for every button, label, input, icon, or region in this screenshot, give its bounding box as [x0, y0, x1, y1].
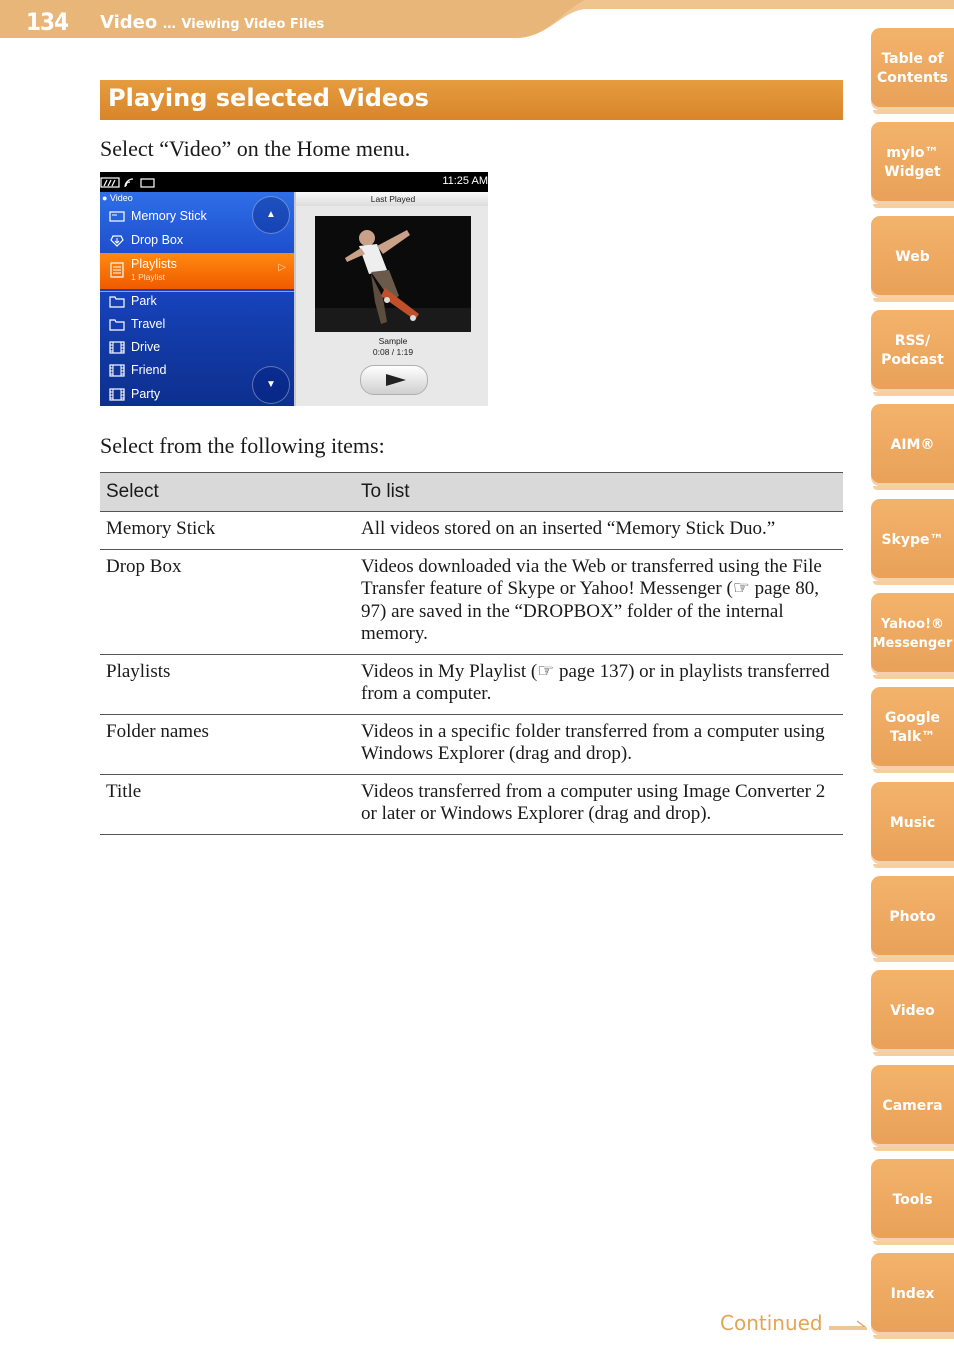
chevron-right-icon: ▷ [278, 262, 286, 273]
table-row [100, 654, 843, 714]
menu-item-label: Drive [131, 340, 161, 354]
column-header-select: Select [100, 473, 355, 512]
tab-table-of-contents[interactable] [871, 28, 954, 110]
film-icon [109, 341, 125, 354]
tab-web[interactable] [871, 216, 954, 298]
table-cell-select: Drop Box [100, 549, 355, 654]
tab-label: Camera [882, 1097, 943, 1114]
video-thumbnail[interactable] [315, 216, 471, 332]
folder-icon [109, 318, 125, 331]
folder-icon [109, 295, 125, 308]
table-header-row [100, 473, 843, 512]
tab-rss-podcast[interactable] [871, 310, 954, 392]
menu-item-label: Drop Box [131, 233, 184, 247]
tab-label: Index [890, 1285, 935, 1302]
film-icon [109, 388, 125, 401]
scroll-down-button[interactable]: ▼ [252, 366, 290, 404]
screen-breadcrumb: ● Video [102, 193, 133, 203]
tab-label: Google Talk™ [884, 710, 941, 745]
table-cell-description: Videos transferred from a computer using Image Converter 2 or later or Windows Explorer (drag and drop). [355, 774, 843, 834]
table-row [100, 774, 843, 834]
tab-label: RSS/ Podcast [881, 333, 944, 368]
column-header-to-list: To list [355, 473, 843, 512]
menu-item-park[interactable] [100, 290, 294, 313]
tab-label: AIM® [890, 436, 935, 453]
tab-yahoo-messenger[interactable] [871, 593, 954, 675]
menu-item-label: Travel [131, 317, 166, 331]
tab-label: mylo™ Widget [884, 145, 941, 180]
table-cell-select: Title [100, 774, 355, 834]
breadcrumb-separator: … [162, 17, 176, 32]
tab-label: Yahoo!® Messenger [872, 617, 953, 651]
tab-skype[interactable] [871, 499, 954, 581]
table-cell-select: Playlists [100, 654, 355, 714]
status-icons [100, 177, 160, 189]
play-button[interactable] [360, 365, 428, 395]
breadcrumb [100, 12, 324, 33]
step-2-text: Select from the following items: [100, 433, 385, 458]
tab-google-talk[interactable] [871, 687, 954, 769]
last-played-panel [294, 192, 488, 406]
tab-music[interactable] [871, 782, 954, 864]
video-menu-panel [100, 192, 294, 406]
tab-photo[interactable] [871, 876, 954, 958]
menu-item-label: Playlists [131, 257, 177, 271]
scroll-up-button[interactable]: ▲ [252, 196, 290, 234]
tab-label: Photo [889, 908, 936, 925]
tab-label: Tools [892, 1191, 933, 1208]
step-1-text: Select “Video” on the Home menu. [100, 136, 411, 161]
menu-item-label: Memory Stick [131, 209, 207, 223]
tab-aim[interactable] [871, 404, 954, 486]
tab-video[interactable] [871, 970, 954, 1052]
table-row [100, 714, 843, 774]
tab-index[interactable] [871, 1253, 954, 1335]
table-cell-description: Videos downloaded via the Web or transferred using the File Transfer feature of Skype or Yahoo! Messenger (☞ page 80, 97) are saved in the “DROPBOX” folder of the internal memory. [355, 549, 843, 654]
section-title: Playing selected Videos [108, 84, 429, 112]
play-icon [386, 374, 406, 386]
clip-title: Sample [378, 336, 408, 346]
tab-label: Table of Contents [876, 51, 949, 86]
tab-label: Skype™ [881, 531, 944, 548]
device-screenshot [100, 172, 488, 406]
tab-label: Web [895, 248, 930, 265]
table-row [100, 549, 843, 654]
table-cell-description: Videos in My Playlist (☞ page 137) or in playlists transferred from a computer. [355, 654, 843, 714]
menu-item-drive[interactable] [100, 336, 294, 359]
tab-mylo-widget[interactable] [871, 122, 954, 204]
table-cell-select: Memory Stick [100, 512, 355, 550]
table-cell-select: Folder names [100, 714, 355, 774]
clip-time: 0:08 / 1:19 [372, 347, 414, 357]
tab-label: Music [889, 814, 936, 831]
status-bar [100, 172, 488, 192]
menu-item-label: Park [131, 294, 157, 308]
menu-item-travel[interactable] [100, 313, 294, 336]
breadcrumb-subsection: Viewing Video Files [181, 17, 325, 32]
tab-label: Video [890, 1002, 935, 1019]
continued-link[interactable] [720, 1311, 869, 1335]
arrow-right-icon [829, 1319, 869, 1331]
memory-stick-icon [109, 210, 125, 223]
status-time: 11:25 AM [442, 175, 488, 187]
film-icon [109, 364, 125, 377]
continued-label: Continued [720, 1311, 823, 1335]
menu-item-label: Friend [131, 363, 167, 377]
select-items-table [100, 472, 843, 835]
table-cell-description: Videos in a specific folder transferred from a computer using Windows Explorer (drag and drop). [355, 714, 843, 774]
last-played-heading: Last Played [296, 192, 488, 206]
dropbox-icon [109, 234, 125, 247]
tab-camera[interactable] [871, 1065, 954, 1147]
menu-item-sublabel: 1 Playlist [131, 272, 166, 282]
breadcrumb-section[interactable]: Video [100, 12, 158, 33]
tab-tools[interactable] [871, 1159, 954, 1241]
menu-item-label: Party [131, 387, 161, 401]
page-number: 134 [26, 8, 69, 36]
playlist-icon [109, 262, 125, 278]
menu-item-playlists-selected[interactable] [100, 253, 294, 289]
skateboarder-image [315, 216, 471, 332]
table-cell-description: All videos stored on an inserted “Memory Stick Duo.” [355, 512, 843, 550]
section-title-bar [100, 80, 843, 120]
table-row [100, 512, 843, 550]
